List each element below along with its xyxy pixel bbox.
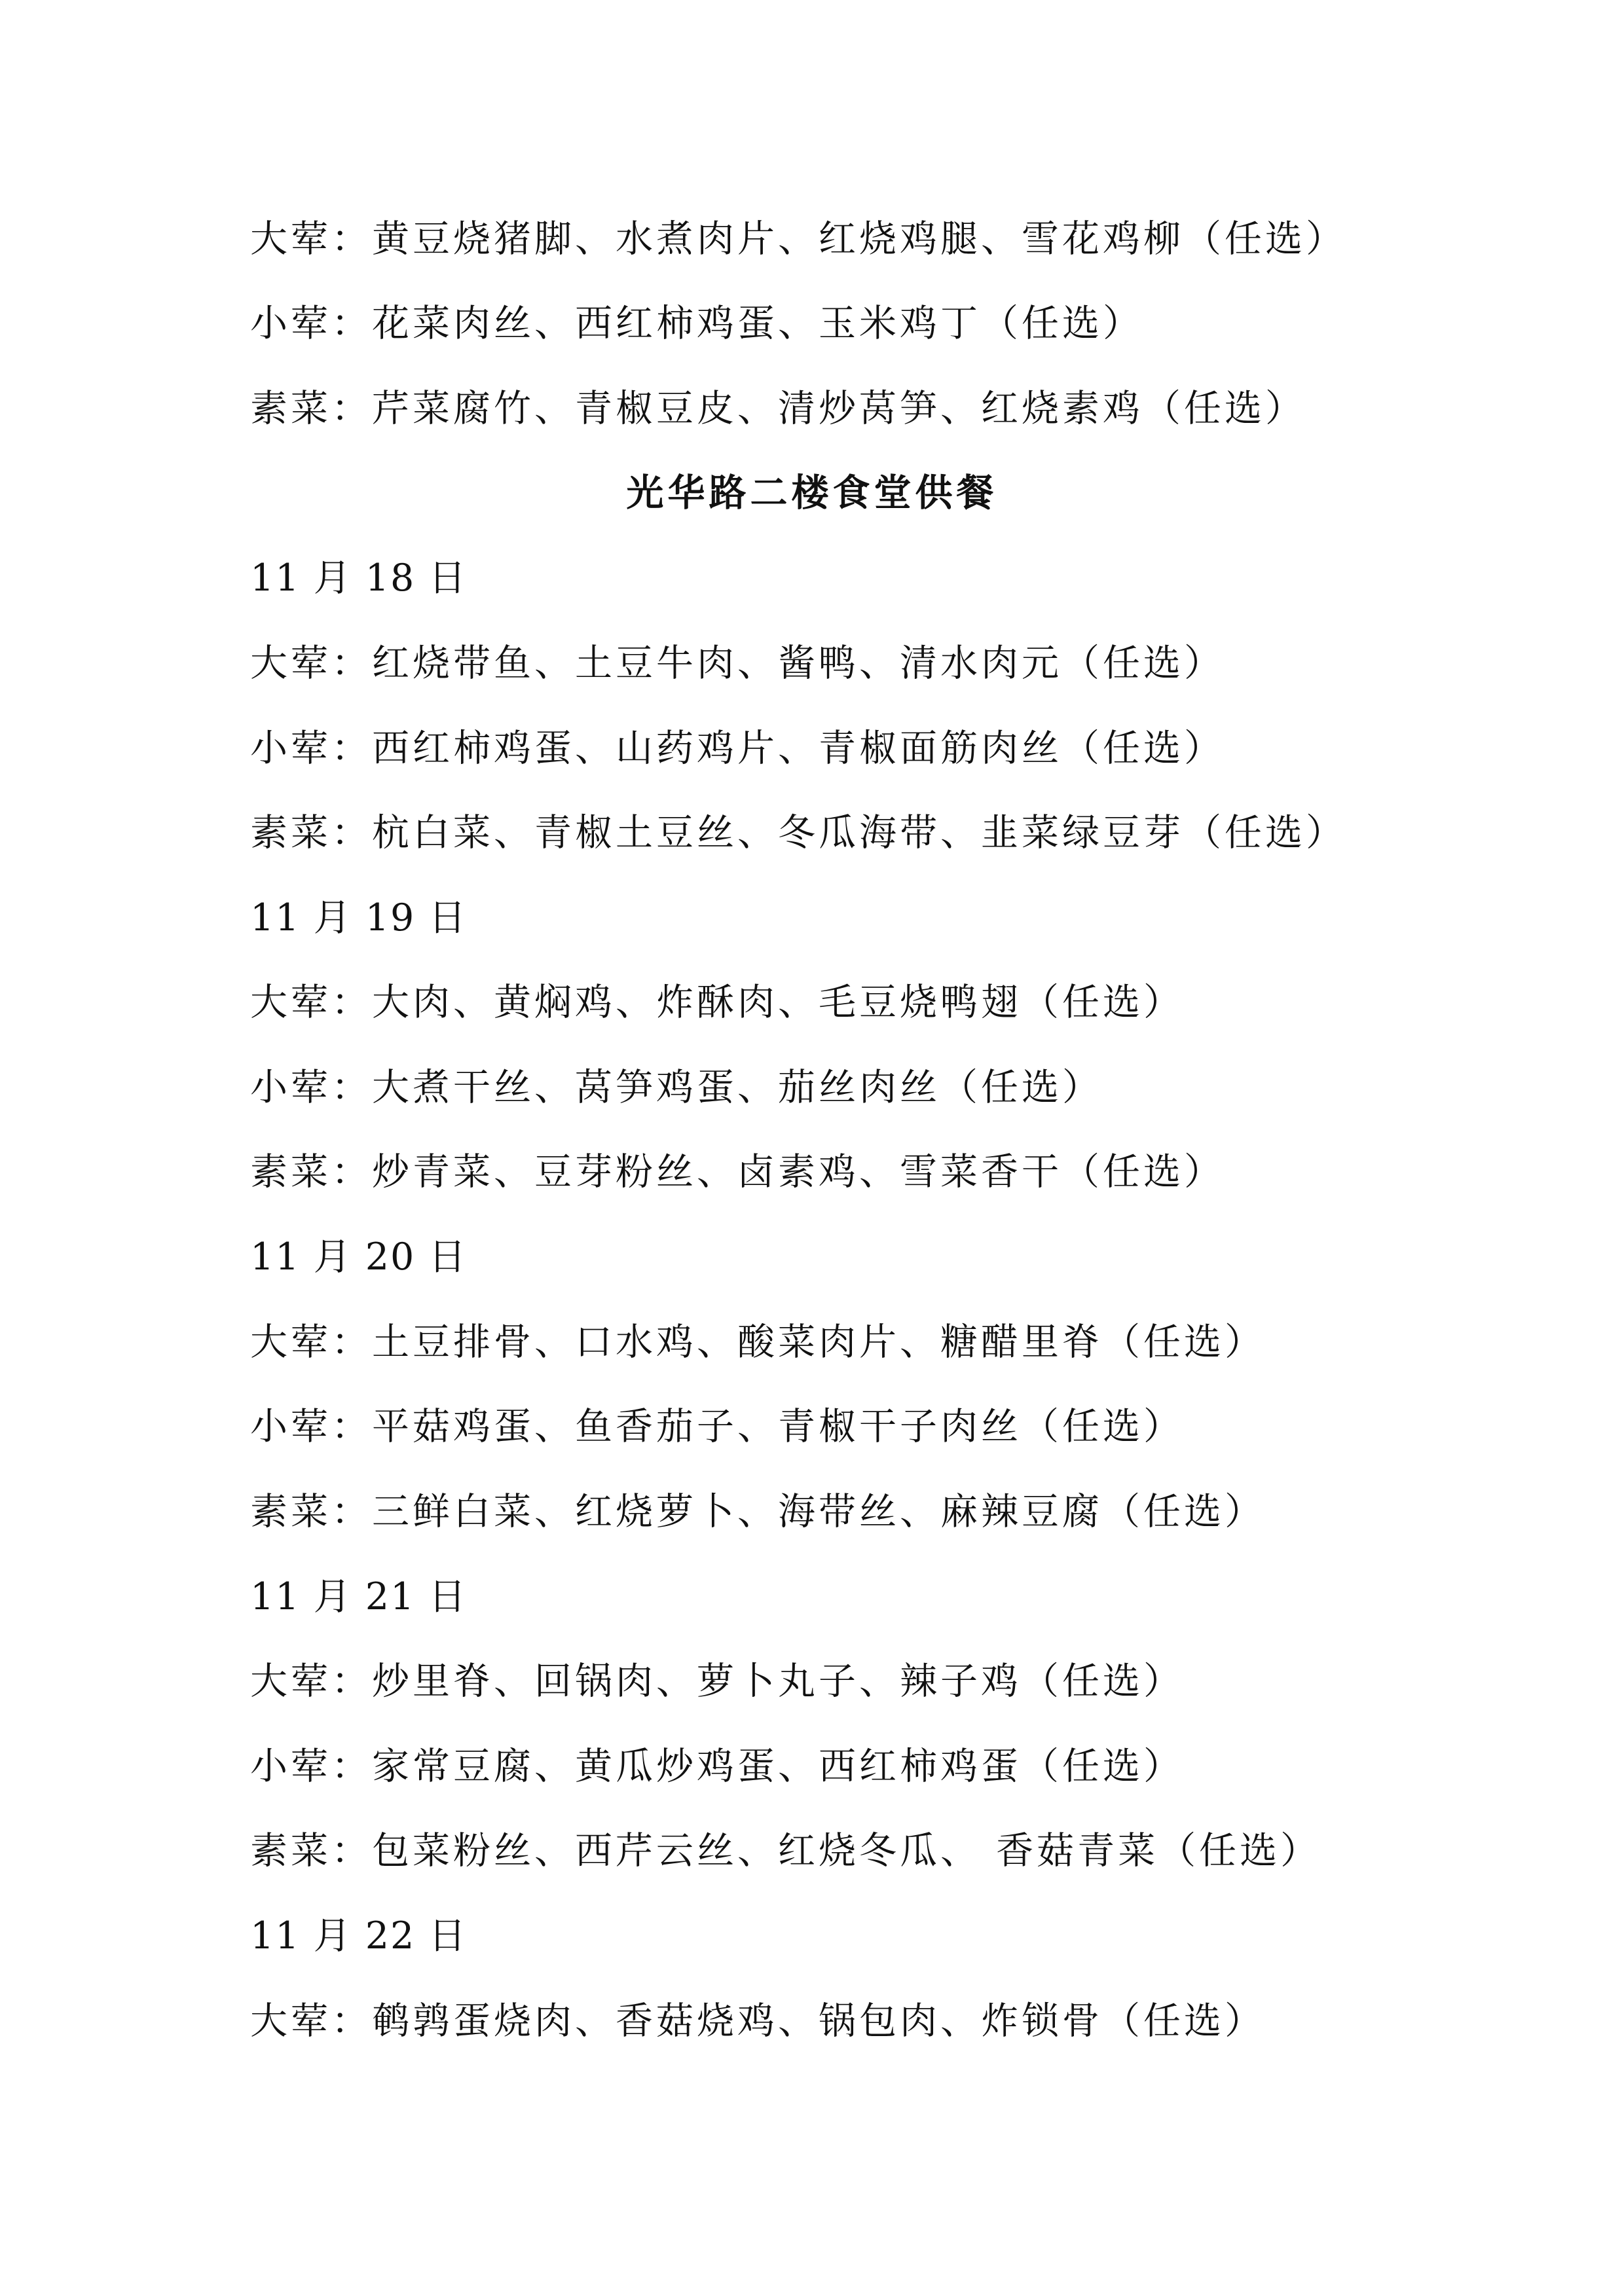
menu-line-da-hun: 大荤：土豆排骨、口水鸡、酸菜肉片、糖醋里脊（任选） [250, 1321, 1265, 1364]
menu-line-da-hun: 大荤：红烧带鱼、土豆牛肉、酱鸭、清水肉元（任选） [250, 642, 1225, 685]
menu-line-da-hun: 大荤：鹌鹑蛋烧肉、香菇烧鸡、锅包肉、炸锁骨（任选） [250, 1999, 1265, 2043]
date-heading: 11 月 22 日 [250, 1914, 468, 1958]
menu-line-xiao-hun: 小荤：家常豆腐、黄瓜炒鸡蛋、西红柿鸡蛋（任选） [250, 1745, 1184, 1788]
date-heading: 11 月 21 日 [250, 1575, 468, 1618]
menu-line-su-cai: 素菜：炒青菜、豆芽粉丝、卤素鸡、雪菜香干（任选） [250, 1150, 1225, 1194]
date-heading: 11 月 20 日 [250, 1235, 468, 1279]
menu-line-su-cai: 素菜：包菜粉丝、西芹云丝、红烧冬瓜、 香菇青菜（任选） [250, 1829, 1321, 1872]
menu-line-su-cai: 素菜：三鲜白菜、红烧萝卜、海带丝、麻辣豆腐（任选） [250, 1490, 1265, 1533]
date-heading: 11 月 18 日 [250, 556, 468, 600]
menu-line-xiao-hun: 小荤：平菇鸡蛋、鱼香茄子、青椒干子肉丝（任选） [250, 1405, 1184, 1448]
menu-line-xiao-hun: 小荤：西红柿鸡蛋、山药鸡片、青椒面筋肉丝（任选） [250, 727, 1225, 770]
menu-line-xiao-hun: 小荤：大煮干丝、莴笋鸡蛋、茄丝肉丝（任选） [250, 1066, 1103, 1109]
menu-line-da-hun: 大荤：炒里脊、回锅肉、萝卜丸子、辣子鸡（任选） [250, 1660, 1184, 1703]
menu-line-da-hun: 大荤：大肉、黄焖鸡、炸酥肉、毛豆烧鸭翅（任选） [250, 981, 1184, 1024]
menu-line-xiao-hun: 小荤：花菜肉丝、西红柿鸡蛋、玉米鸡丁（任选） [250, 302, 1143, 345]
date-heading: 11 月 19 日 [250, 896, 468, 939]
menu-line-da-hun: 大荤：黄豆烧猪脚、水煮肉片、红烧鸡腿、雪花鸡柳（任选） [250, 217, 1346, 261]
menu-line-su-cai: 素菜：芹菜腐竹、青椒豆皮、清炒莴笋、红烧素鸡（任选） [250, 387, 1306, 430]
section-title: 光华路二楼食堂供餐 [626, 471, 998, 515]
menu-line-su-cai: 素菜：杭白菜、青椒土豆丝、冬瓜海带、韭菜绿豆芽（任选） [250, 811, 1346, 854]
